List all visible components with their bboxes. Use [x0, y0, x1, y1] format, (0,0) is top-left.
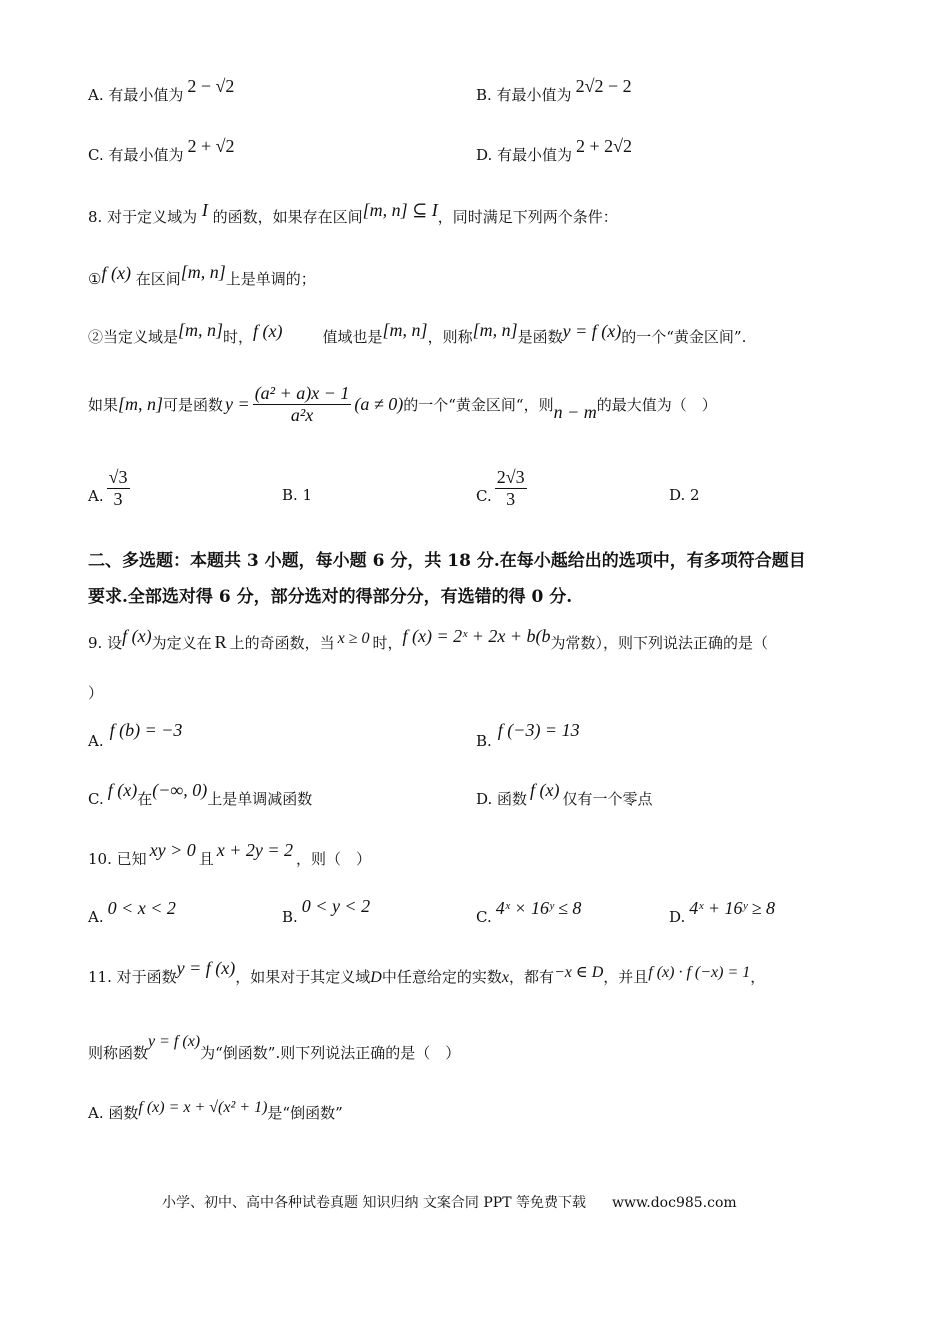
- q8-q-pre: 如果: [88, 395, 119, 414]
- q11-condition-2: f (x) · f (−x) = 1: [648, 964, 751, 981]
- q8-c2-post: 的一个“黄金区间”.: [621, 328, 747, 346]
- q8-option-a-fraction: [107, 467, 130, 510]
- q8-q-mid: 可是函数: [163, 395, 224, 414]
- q8-q-condition: (a ≠ 0): [354, 393, 404, 414]
- q10-post: ，则（ ）: [296, 850, 372, 868]
- q8-option-a-num: √3: [108, 466, 128, 487]
- q11-pre: 11. 对于函数: [88, 968, 177, 986]
- q9-option-c: [88, 780, 313, 809]
- q11-l2-pre: 则称函数: [88, 1044, 149, 1062]
- q11-condition: −x ∈ D: [553, 964, 604, 981]
- q8-c2-yfx: y = f (x): [562, 321, 622, 341]
- q7-option-d-label: D. 有最小值为: [476, 146, 573, 164]
- q8-c2-fx: f (x): [253, 321, 283, 341]
- q10-option-a-expr: 0 < x < 2: [107, 898, 176, 918]
- q11-option-a-expr: f (x) = x + √(x² + 1): [138, 1099, 268, 1116]
- q8-option-c-label: C.: [476, 487, 492, 505]
- q8-option-a-label: A.: [88, 487, 104, 505]
- q10-option-b-label: B.: [282, 908, 298, 926]
- q9-stem: [88, 626, 769, 653]
- footer-url[interactable]: www.doc985.com: [611, 1195, 737, 1211]
- q8-question: [88, 376, 717, 432]
- q9-option-a-label: A.: [88, 732, 104, 750]
- q8-c1-marker: ①: [88, 270, 102, 288]
- q10-option-b: [282, 896, 371, 927]
- footer: [162, 1192, 737, 1212]
- q11-stem: [88, 958, 766, 987]
- q11-domain-d: D: [370, 969, 382, 986]
- q9-option-d-label: D. 函数: [476, 790, 528, 808]
- q9-expression: f (x) = 2ˣ + 2x + b(b: [402, 626, 551, 646]
- q9-real-set: R: [214, 632, 227, 652]
- q11-option-a-post: 是“倒函数”: [267, 1104, 343, 1122]
- q8-c2-mid3: ，则称: [427, 328, 473, 346]
- q9-option-a: [88, 720, 183, 751]
- q10-option-c-label: C.: [476, 908, 492, 926]
- q11-mid4: ，并且: [603, 968, 649, 986]
- q11-x: x: [501, 969, 509, 986]
- q8-stem: [88, 200, 618, 227]
- q8-option-a-den: 3: [113, 488, 123, 509]
- q8-c2-mid2: 值域也是: [322, 328, 383, 346]
- q8-q-numerator: (a² + a)x − 1: [254, 382, 350, 403]
- q7-option-c-label: C. 有最小值为: [88, 146, 184, 164]
- section-2-heading-line2: 要求.全部选对得 6 分，部分选对的得部分分，有选错的得 0 分.: [88, 587, 573, 607]
- q8-condition-1: [88, 262, 316, 289]
- q8-q-post: 的最大值为（ ）: [596, 395, 717, 414]
- q11-mid3: ，都有: [508, 968, 554, 986]
- q8-c2-mid: 时，: [223, 328, 254, 346]
- q8-intro: 8. 对于定义域为: [88, 208, 198, 226]
- q7-option-b-expr: 2√2 − 2: [575, 76, 632, 96]
- q9-fx: f (x): [122, 626, 152, 646]
- q8-c2-interval3: [m, n]: [472, 320, 518, 340]
- q9-option-b-label: B.: [476, 732, 492, 750]
- q11-l2-post: 为“倒函数”.则下列说法正确的是（ ）: [200, 1044, 461, 1062]
- q7-option-d-expr: 2 + 2√2: [576, 136, 633, 156]
- q8-intro2: 的函数，如果存在区间: [212, 208, 363, 226]
- q9-option-c-post: 上是单调减函数: [207, 790, 313, 808]
- q9-option-c-mid: 在: [137, 790, 153, 808]
- q10-mid: 且: [198, 850, 214, 868]
- q8-intro3: ，同时满足下列两个条件：: [437, 208, 618, 226]
- q8-option-c: [476, 462, 530, 514]
- q8-c1-interval: [m, n]: [180, 262, 226, 282]
- q9-mid3: 时，: [372, 634, 403, 652]
- q7-option-a-label: A. 有最小值为: [88, 86, 184, 104]
- q11-post: ，: [750, 968, 766, 986]
- q11-yfx: y = f (x): [176, 958, 236, 978]
- q9-close-paren: ）: [88, 684, 104, 702]
- q8-q-y: y =: [225, 393, 250, 414]
- q8-option-a: [88, 462, 133, 514]
- q8-c2-pre: ②当定义域是: [88, 328, 179, 346]
- q7-option-c-expr: 2 + √2: [187, 136, 235, 156]
- q8-interval-subset: [m, n] ⊆ I: [362, 200, 438, 220]
- q9-option-c-label: C.: [88, 790, 104, 808]
- q9-pre: 9. 设: [88, 634, 123, 652]
- q8-option-c-fraction: [495, 467, 527, 510]
- q8-c2-interval: [m, n]: [178, 320, 224, 340]
- q9-option-d-post: 仅有一个零点: [562, 790, 653, 808]
- q8-option-d: D. 2: [669, 486, 700, 504]
- q10-option-c: [476, 898, 582, 927]
- q8-option-b: B. 1: [282, 486, 313, 504]
- q8-domain-i: I: [201, 200, 208, 220]
- footer-text: 小学、初中、高中各种试卷真题 知识归纳 文案合同 PPT 等免费下载: [162, 1195, 586, 1211]
- q7-option-c: [88, 136, 235, 165]
- q10-option-d: [669, 898, 775, 927]
- q8-c1-mid: 在区间: [135, 270, 181, 288]
- q11-mid: ，如果对于其定义域: [235, 968, 371, 986]
- q8-c2-mid4: 是函数: [517, 328, 563, 346]
- q10-option-c-expr: 4ˣ × 16ʸ ≤ 8: [495, 898, 582, 918]
- q7-option-b: [476, 76, 632, 105]
- q8-c1-fx: f (x): [101, 263, 131, 283]
- q8-option-c-num: 2√3: [496, 466, 525, 487]
- q9-option-b: [476, 720, 580, 751]
- q7-option-a-expr: 2 − √2: [187, 76, 235, 96]
- q9-option-d-fx: f (x): [530, 780, 560, 800]
- q10-option-a: [88, 898, 176, 927]
- q9-option-a-expr: f (b) = −3: [109, 720, 183, 740]
- q9-option-c-interval: (−∞, 0): [152, 780, 208, 800]
- q8-q-denominator: a²x: [290, 404, 314, 425]
- q9-condition: x ≥ 0: [337, 630, 370, 647]
- q11-option-a-pre: A. 函数: [88, 1104, 139, 1122]
- q8-condition-2: [88, 320, 747, 347]
- q9-mid: 为定义在: [151, 634, 212, 652]
- q11-option-a: [88, 1099, 343, 1123]
- q8-c1-post: 上是单调的；: [225, 270, 316, 288]
- q8-q-mid2: 的一个“黄金区间“，则: [403, 395, 554, 414]
- q9-post: 为常数），则下列说法正确的是（: [550, 634, 769, 652]
- q8-c2-interval2: [m, n]: [382, 320, 428, 340]
- q8-q-n-minus-m: n − m: [553, 401, 597, 422]
- q9-mid2: 上的奇函数，当: [229, 634, 335, 652]
- q7-option-b-label: B. 有最小值为: [476, 86, 572, 104]
- q11-line2: [88, 1033, 461, 1063]
- q10-option-d-label: D.: [669, 908, 686, 926]
- q8-q-interval: [m, n]: [118, 393, 164, 414]
- q10-stem: [88, 840, 372, 869]
- q10-option-a-label: A.: [88, 908, 104, 926]
- q10-pre: 10. 已知: [88, 850, 147, 868]
- q11-l2-yfx: y = f (x): [148, 1033, 201, 1050]
- section-2-heading-line1: 二、多选题：本题共 3 小题，每小题 6 分，共 18 分.在每小趆给出的选项中，有多项符合题目: [88, 551, 806, 571]
- q10-option-d-expr: 4ˣ + 16ʸ ≥ 8: [689, 898, 775, 918]
- q10-condition-1: xy > 0: [149, 840, 196, 860]
- q8-q-fraction: [253, 383, 352, 426]
- q11-mid2: 中任意给定的实数: [381, 968, 502, 986]
- q9-option-b-expr: f (−3) = 13: [497, 720, 580, 740]
- q9-option-c-fx: f (x): [107, 780, 138, 800]
- q9-option-d: [476, 780, 653, 809]
- q7-option-a: [88, 76, 235, 105]
- q8-option-c-den: 3: [506, 488, 516, 509]
- q7-option-d: [476, 136, 633, 165]
- q10-option-b-expr: 0 < y < 2: [301, 896, 371, 916]
- q10-condition-2: x + 2y = 2: [216, 840, 294, 860]
